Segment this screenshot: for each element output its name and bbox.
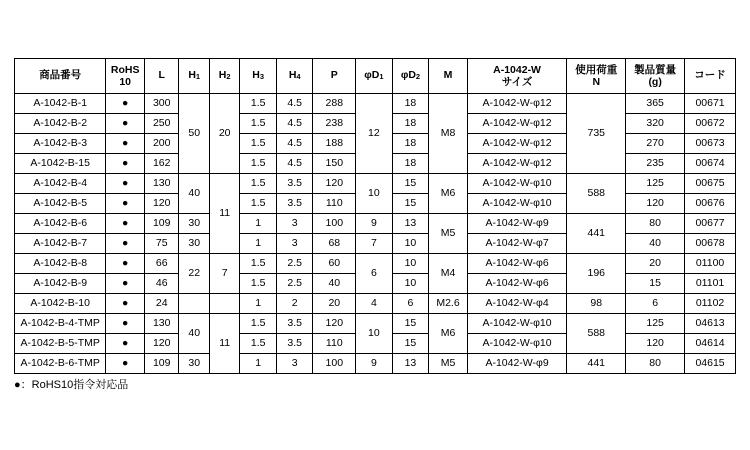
cell-washer-size: A-1042-W-φ12 — [467, 154, 567, 174]
header-rohs-line2: 10 — [119, 76, 132, 88]
table-row — [15, 294, 736, 314]
cell-mass: 365 — [626, 94, 685, 114]
cell-P: 100 — [313, 214, 356, 234]
cell-mass: 40 — [626, 234, 685, 254]
header-mass-line2: (g) — [648, 76, 662, 88]
cell-H1-merged: 22 — [179, 254, 209, 294]
cell-D2: 15 — [392, 334, 429, 354]
header-load-line1: 使用荷重 — [575, 63, 618, 76]
cell-H4: 3 — [276, 234, 313, 254]
table-header-row — [15, 59, 736, 94]
cell-rohs-dot: ● — [106, 274, 145, 294]
table-row — [15, 354, 736, 374]
cell-rohs-dot: ● — [106, 114, 145, 134]
cell-load-merged: 441 — [567, 214, 626, 254]
cell-L: 162 — [144, 154, 179, 174]
cell-rohs-dot: ● — [106, 154, 145, 174]
cell-L: 130 — [144, 314, 179, 334]
cell-P: 150 — [313, 154, 356, 174]
cell-H1: 30 — [179, 214, 209, 234]
cell-rohs-dot: ● — [106, 234, 145, 254]
cell-washer-size: A-1042-W-φ10 — [467, 174, 567, 194]
cell-code: 00676 — [685, 194, 736, 214]
cell-part-no: A-1042-B-15 — [15, 154, 106, 174]
header-H3-base: H — [252, 69, 260, 82]
cell-L: 46 — [144, 274, 179, 294]
cell-H4: 3.5 — [276, 174, 313, 194]
cell-L: 250 — [144, 114, 179, 134]
cell-M-merged: M8 — [429, 94, 468, 174]
cell-L: 24 — [144, 294, 179, 314]
cell-M-merged: M6 — [429, 174, 468, 214]
cell-M: M2.6 — [429, 294, 468, 314]
table-row — [15, 214, 736, 234]
cell-H3: 1 — [240, 294, 277, 314]
cell-D1: 9 — [356, 354, 393, 374]
cell-washer-size: A-1042-W-φ10 — [467, 194, 567, 214]
rohs-footnote — [14, 376, 128, 392]
cell-H4: 4.5 — [276, 154, 313, 174]
header-H2-base: H — [218, 69, 227, 82]
table-row — [15, 94, 736, 114]
cell-load: 441 — [567, 354, 626, 374]
cell-D2: 18 — [392, 114, 429, 134]
cell-code: 00671 — [685, 94, 736, 114]
cell-H3: 1.5 — [240, 94, 277, 114]
cell-part-no: A-1042-B-8 — [15, 254, 106, 274]
cell-D1: 4 — [356, 294, 393, 314]
cell-washer-size: A-1042-W-φ10 — [467, 314, 567, 334]
cell-washer-size: A-1042-W-φ12 — [467, 134, 567, 154]
cell-washer-size: A-1042-W-φ7 — [467, 234, 567, 254]
cell-H3: 1.5 — [240, 314, 277, 334]
cell-H4: 2.5 — [276, 254, 313, 274]
cell-L: 300 — [144, 94, 179, 114]
cell-P: 120 — [313, 174, 356, 194]
header-D2-base: φD — [400, 69, 416, 82]
cell-D2: 18 — [392, 134, 429, 154]
cell-mass: 120 — [626, 334, 685, 354]
cell-H2-merged: 7 — [209, 254, 239, 294]
cell-H4: 3.5 — [276, 314, 313, 334]
cell-H2 — [209, 294, 239, 314]
cell-H3: 1.5 — [240, 194, 277, 214]
spec-table-container — [14, 58, 736, 374]
cell-M-merged: M5 — [429, 214, 468, 254]
header-load-line2: N — [592, 76, 601, 88]
header-D1-sub: 1 — [379, 72, 384, 82]
header-P: P — [313, 59, 356, 94]
table-row — [15, 174, 736, 194]
header-H2-sub: 2 — [226, 72, 231, 82]
cell-D2: 15 — [392, 174, 429, 194]
cell-code: 01100 — [685, 254, 736, 274]
cell-H3: 1.5 — [240, 134, 277, 154]
cell-H1: 30 — [179, 354, 209, 374]
cell-washer-size: A-1042-W-φ4 — [467, 294, 567, 314]
header-washer-size-line1: A-1042-W — [493, 63, 541, 76]
cell-part-no: A-1042-B-5-TMP — [15, 334, 106, 354]
rohs-footnote-text: ：RoHS10指令対応品 — [20, 379, 129, 391]
cell-D1-merged: 10 — [356, 174, 393, 214]
header-washer-size — [467, 59, 567, 94]
cell-P: 40 — [313, 274, 356, 294]
cell-code: 00672 — [685, 114, 736, 134]
cell-H2-merged: 11 — [209, 174, 239, 254]
header-H1 — [179, 59, 209, 94]
cell-part-no: A-1042-B-2 — [15, 114, 106, 134]
cell-H4: 2.5 — [276, 274, 313, 294]
cell-P: 110 — [313, 194, 356, 214]
cell-D2: 6 — [392, 294, 429, 314]
cell-rohs-dot: ● — [106, 174, 145, 194]
cell-washer-size: A-1042-W-φ9 — [467, 214, 567, 234]
cell-part-no: A-1042-B-6 — [15, 214, 106, 234]
header-H3 — [240, 59, 277, 94]
cell-D2: 10 — [392, 274, 429, 294]
cell-H4: 4.5 — [276, 134, 313, 154]
cell-P: 238 — [313, 114, 356, 134]
cell-D2: 10 — [392, 234, 429, 254]
cell-mass: 80 — [626, 354, 685, 374]
cell-H1: 30 — [179, 234, 209, 254]
cell-H3: 1 — [240, 354, 277, 374]
cell-D1-merged: 12 — [356, 94, 393, 174]
cell-mass: 20 — [626, 254, 685, 274]
header-rohs-line1: RoHS — [110, 63, 140, 76]
header-H1-sub: 1 — [195, 72, 201, 82]
table-row — [15, 254, 736, 274]
cell-part-no: A-1042-B-6-TMP — [15, 354, 106, 374]
table-row — [15, 234, 736, 254]
cell-part-no: A-1042-B-4 — [15, 174, 106, 194]
cell-P: 60 — [313, 254, 356, 274]
cell-L: 66 — [144, 254, 179, 274]
header-H2 — [209, 59, 239, 94]
cell-mass: 320 — [626, 114, 685, 134]
cell-code: 00678 — [685, 234, 736, 254]
cell-D1-merged: 10 — [356, 314, 393, 354]
cell-part-no: A-1042-B-5 — [15, 194, 106, 214]
cell-mass: 270 — [626, 134, 685, 154]
cell-H1-merged: 50 — [179, 94, 209, 174]
header-D2 — [392, 59, 429, 94]
cell-P: 20 — [313, 294, 356, 314]
cell-D1: 7 — [356, 234, 393, 254]
cell-P: 120 — [313, 314, 356, 334]
header-H1-base: H — [188, 69, 196, 82]
cell-rohs-dot: ● — [106, 214, 145, 234]
cell-load-merged: 588 — [567, 174, 626, 214]
header-part-no: 商品番号 — [15, 59, 106, 94]
header-H4-base: H — [288, 69, 297, 82]
cell-H4: 4.5 — [276, 114, 313, 134]
cell-washer-size: A-1042-W-φ12 — [467, 94, 567, 114]
cell-L: 130 — [144, 174, 179, 194]
cell-L: 75 — [144, 234, 179, 254]
cell-D2: 15 — [392, 194, 429, 214]
cell-code: 00675 — [685, 174, 736, 194]
cell-rohs-dot: ● — [106, 314, 145, 334]
rohs-bullet-icon: ● — [14, 379, 21, 391]
cell-rohs-dot: ● — [106, 294, 145, 314]
cell-D2: 13 — [392, 354, 429, 374]
header-D1 — [356, 59, 393, 94]
cell-load-merged: 196 — [567, 254, 626, 294]
cell-rohs-dot: ● — [106, 334, 145, 354]
cell-H3: 1 — [240, 234, 277, 254]
cell-washer-size: A-1042-W-φ6 — [467, 254, 567, 274]
cell-washer-size: A-1042-W-φ9 — [467, 354, 567, 374]
header-washer-size-line2: サイズ — [501, 76, 533, 88]
cell-D2: 10 — [392, 254, 429, 274]
header-M: M — [429, 59, 468, 94]
header-L: L — [144, 59, 179, 94]
cell-washer-size: A-1042-W-φ10 — [467, 334, 567, 354]
cell-H4: 4.5 — [276, 94, 313, 114]
table-row — [15, 314, 736, 334]
cell-D2: 15 — [392, 314, 429, 334]
cell-rohs-dot: ● — [106, 194, 145, 214]
cell-D1-merged: 6 — [356, 254, 393, 294]
cell-D2: 18 — [392, 154, 429, 174]
cell-washer-size: A-1042-W-φ6 — [467, 274, 567, 294]
cell-H4: 2 — [276, 294, 313, 314]
cell-part-no: A-1042-B-3 — [15, 134, 106, 154]
cell-M: M5 — [429, 354, 468, 374]
cell-P: 110 — [313, 334, 356, 354]
cell-mass: 125 — [626, 174, 685, 194]
header-code: コード — [685, 59, 736, 94]
cell-washer-size: A-1042-W-φ12 — [467, 114, 567, 134]
header-H3-sub: 3 — [259, 72, 265, 82]
cell-part-no: A-1042-B-4-TMP — [15, 314, 106, 334]
cell-H4: 3.5 — [276, 194, 313, 214]
cell-H3: 1.5 — [240, 334, 277, 354]
cell-part-no: A-1042-B-7 — [15, 234, 106, 254]
cell-H1-merged: 40 — [179, 314, 209, 354]
cell-mass: 15 — [626, 274, 685, 294]
cell-L: 120 — [144, 194, 179, 214]
header-load — [567, 59, 626, 94]
cell-M-merged: M4 — [429, 254, 468, 294]
cell-code: 04615 — [685, 354, 736, 374]
cell-part-no: A-1042-B-10 — [15, 294, 106, 314]
cell-M-merged: M6 — [429, 314, 468, 354]
cell-H3: 1.5 — [240, 114, 277, 134]
cell-H2-merged: 20 — [209, 94, 239, 174]
cell-H3: 1.5 — [240, 154, 277, 174]
cell-D1: 9 — [356, 214, 393, 234]
cell-H4: 3 — [276, 214, 313, 234]
cell-part-no: A-1042-B-1 — [15, 94, 106, 114]
cell-L: 109 — [144, 354, 179, 374]
cell-code: 01101 — [685, 274, 736, 294]
specification-table — [14, 58, 736, 374]
cell-code: 04613 — [685, 314, 736, 334]
cell-H3: 1.5 — [240, 254, 277, 274]
cell-rohs-dot: ● — [106, 94, 145, 114]
header-rohs — [106, 59, 145, 94]
cell-L: 109 — [144, 214, 179, 234]
cell-P: 288 — [313, 94, 356, 114]
cell-part-no: A-1042-B-9 — [15, 274, 106, 294]
cell-code: 00677 — [685, 214, 736, 234]
cell-code: 00673 — [685, 134, 736, 154]
cell-load: 98 — [567, 294, 626, 314]
cell-H3: 1.5 — [240, 174, 277, 194]
header-H4 — [276, 59, 313, 94]
header-mass — [626, 59, 685, 94]
cell-H4: 3.5 — [276, 334, 313, 354]
cell-H2-merged: 11 — [209, 314, 239, 374]
cell-H4: 3 — [276, 354, 313, 374]
cell-H1-merged: 40 — [179, 174, 209, 214]
cell-load-merged: 588 — [567, 314, 626, 354]
cell-P: 100 — [313, 354, 356, 374]
cell-P: 68 — [313, 234, 356, 254]
cell-code: 01102 — [685, 294, 736, 314]
cell-D2: 13 — [392, 214, 429, 234]
cell-mass: 80 — [626, 214, 685, 234]
cell-mass: 120 — [626, 194, 685, 214]
cell-code: 04614 — [685, 334, 736, 354]
cell-mass: 125 — [626, 314, 685, 334]
cell-H1 — [179, 294, 209, 314]
cell-rohs-dot: ● — [106, 354, 145, 374]
cell-code: 00674 — [685, 154, 736, 174]
cell-mass: 235 — [626, 154, 685, 174]
cell-load-merged: 735 — [567, 94, 626, 174]
cell-L: 200 — [144, 134, 179, 154]
cell-P: 188 — [313, 134, 356, 154]
cell-rohs-dot: ● — [106, 254, 145, 274]
cell-mass: 6 — [626, 294, 685, 314]
cell-L: 120 — [144, 334, 179, 354]
header-H4-sub: 4 — [296, 72, 301, 82]
header-D2-sub: 2 — [415, 72, 421, 82]
cell-rohs-dot: ● — [106, 134, 145, 154]
header-D1-base: φD — [364, 69, 380, 82]
header-mass-line1: 製品質量 — [634, 63, 677, 76]
cell-D2: 18 — [392, 94, 429, 114]
cell-H3: 1.5 — [240, 274, 277, 294]
cell-H3: 1 — [240, 214, 277, 234]
